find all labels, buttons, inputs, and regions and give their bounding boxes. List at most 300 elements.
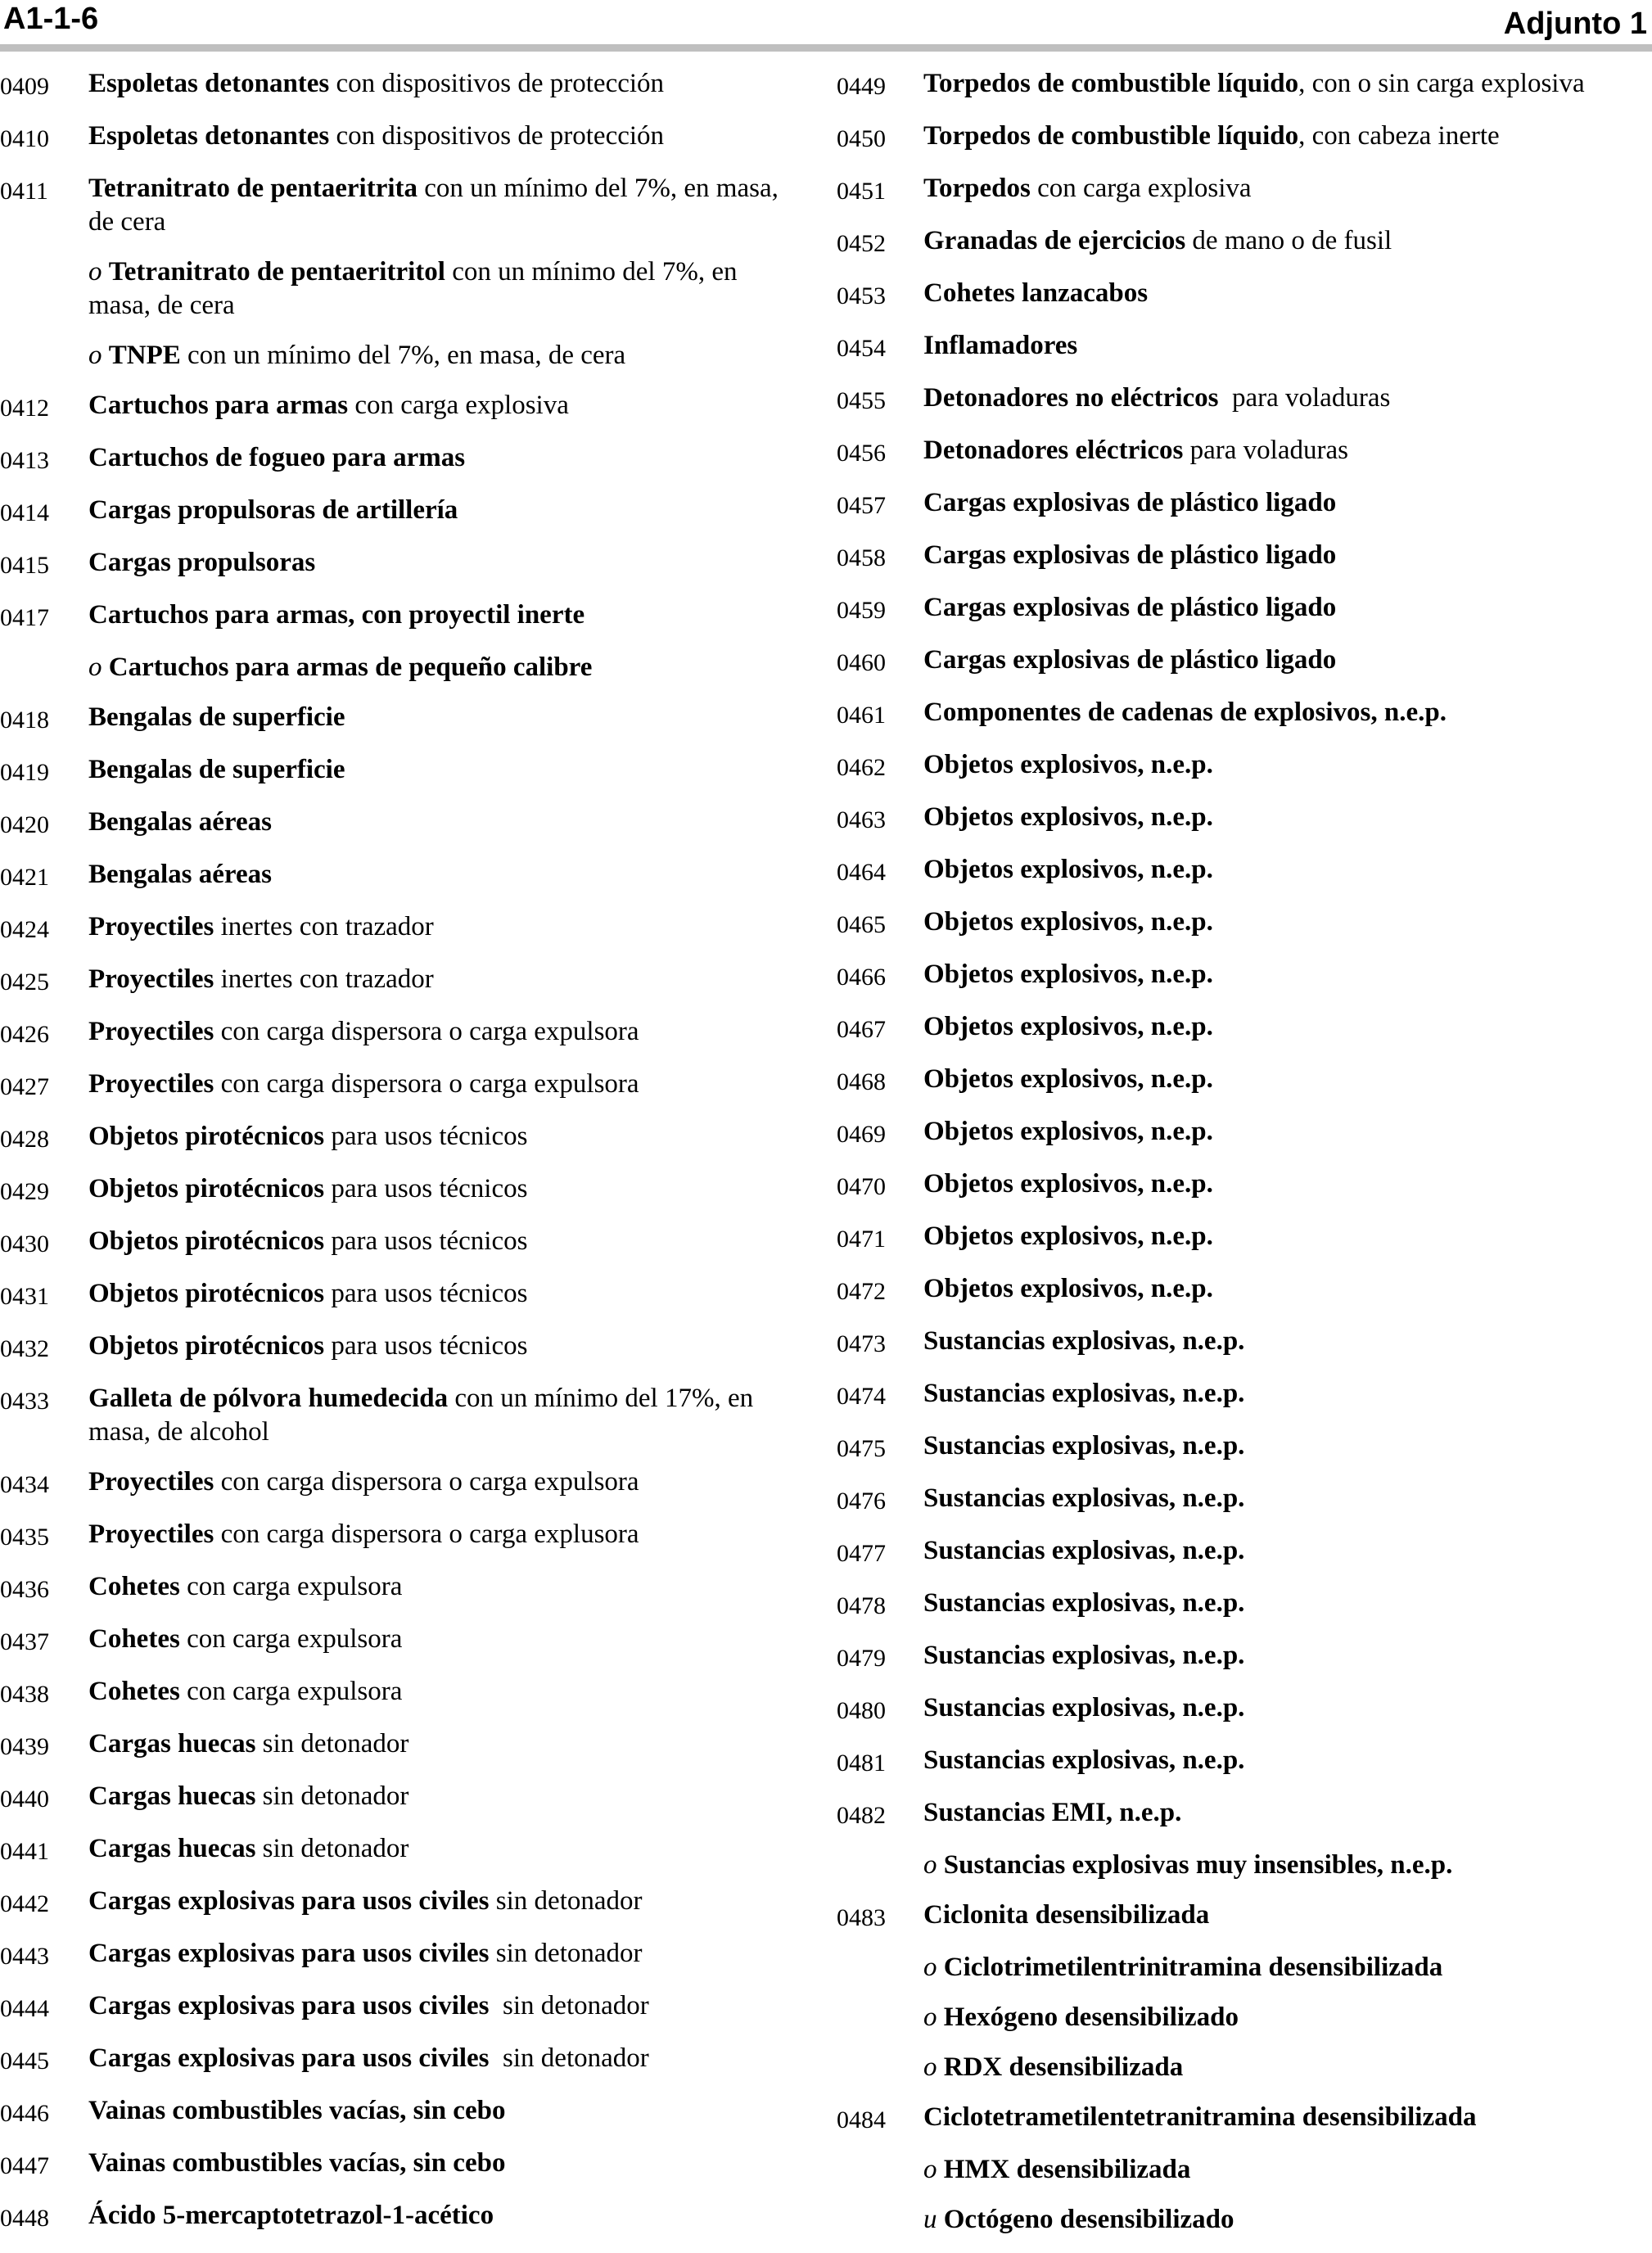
substance-name: Cartuchos para armas bbox=[88, 391, 349, 420]
entry-description bbox=[923, 591, 1647, 625]
un-entry-synonym bbox=[837, 1849, 1647, 1882]
entry-description bbox=[88, 1937, 786, 1971]
un-number: 0443 bbox=[0, 1943, 49, 1970]
un-number: 0432 bbox=[0, 1335, 49, 1362]
substance-name: Objetos explosivos, n.e.p. bbox=[923, 959, 1213, 989]
un-entry bbox=[0, 1172, 786, 1208]
substance-name: Hexógeno desensibilizado bbox=[943, 2002, 1239, 2032]
left-column bbox=[0, 67, 786, 2251]
entry-description bbox=[923, 1744, 1647, 1777]
substance-name: Sustancias explosivas, n.e.p. bbox=[923, 1588, 1245, 1618]
substance-qualifier: para usos técnicos bbox=[324, 1331, 528, 1361]
substance-name: Cargas huecas bbox=[88, 1729, 256, 1759]
entry-description bbox=[88, 1780, 786, 1813]
un-entry bbox=[0, 1015, 786, 1051]
un-entry bbox=[837, 120, 1647, 156]
un-entry bbox=[0, 701, 786, 737]
substance-qualifier: inertes con trazador bbox=[214, 964, 434, 994]
un-number: 0435 bbox=[0, 1524, 49, 1551]
entry-description bbox=[923, 801, 1647, 834]
substance-name: Sustancias explosivas, n.e.p. bbox=[923, 1379, 1245, 1408]
entry-description bbox=[923, 643, 1647, 677]
substance-qualifier: para usos técnicos bbox=[324, 1174, 528, 1203]
substance-qualifier: , con cabeza inerte bbox=[1298, 121, 1500, 151]
un-number: 0481 bbox=[837, 1750, 886, 1777]
un-entry bbox=[837, 486, 1647, 522]
entry-description bbox=[88, 67, 786, 101]
un-number: 0433 bbox=[0, 1388, 49, 1415]
substance-name: Proyectiles bbox=[88, 1069, 214, 1099]
un-number bbox=[0, 651, 88, 653]
header-rule bbox=[0, 44, 1652, 52]
un-number: 0420 bbox=[0, 811, 49, 838]
un-number: 0445 bbox=[0, 2048, 49, 2075]
entry-description bbox=[923, 277, 1647, 310]
un-entry bbox=[837, 643, 1647, 680]
un-entry bbox=[837, 1010, 1647, 1046]
un-entry bbox=[837, 1167, 1647, 1203]
substance-name: Cartuchos de fogueo para armas bbox=[88, 443, 466, 472]
substance-name: Ciclotetrametilentetranitramina desensibilizada bbox=[923, 2102, 1477, 2132]
entry-description bbox=[88, 1885, 786, 1918]
un-entry-synonym bbox=[837, 2051, 1647, 2084]
synonym-prefix: o bbox=[923, 1953, 944, 1982]
synonym-prefix: u bbox=[923, 2205, 944, 2234]
un-number: 0479 bbox=[837, 1645, 886, 1672]
substance-qualifier: con carga explosiva bbox=[1030, 174, 1252, 203]
un-number: 0459 bbox=[837, 597, 886, 624]
un-entry bbox=[837, 905, 1647, 941]
un-number: 0436 bbox=[0, 1576, 49, 1603]
substance-name: Cargas propulsoras bbox=[88, 548, 316, 577]
substance-name: Sustancias explosivas, n.e.p. bbox=[923, 1693, 1245, 1722]
un-entry bbox=[837, 539, 1647, 575]
un-number: 0418 bbox=[0, 707, 49, 734]
un-entry bbox=[837, 1639, 1647, 1675]
un-entry bbox=[0, 389, 786, 425]
entry-description bbox=[88, 1623, 786, 1656]
entry-description bbox=[923, 1899, 1647, 1932]
substance-qualifier: con carga dispersora o carga expulsora bbox=[214, 1069, 639, 1099]
entry-description bbox=[923, 120, 1647, 153]
un-number: 0469 bbox=[837, 1121, 886, 1148]
substance-qualifier: inertes con trazador bbox=[214, 912, 434, 941]
substance-qualifier: sin detonador bbox=[255, 1781, 409, 1811]
substance-name: Espoletas detonantes bbox=[88, 121, 330, 151]
un-entry bbox=[837, 329, 1647, 365]
un-number: 0466 bbox=[837, 964, 886, 991]
entry-description bbox=[923, 1587, 1647, 1620]
entry-description bbox=[923, 958, 1647, 991]
un-number: 0425 bbox=[0, 968, 49, 996]
un-number: 0446 bbox=[0, 2100, 49, 2127]
un-entry bbox=[837, 1063, 1647, 1099]
un-number: 0461 bbox=[837, 702, 886, 729]
synonym-prefix: o bbox=[923, 2155, 944, 2184]
substance-name: Proyectiles bbox=[88, 964, 214, 994]
un-entry bbox=[0, 1277, 786, 1313]
entry-description bbox=[923, 1691, 1647, 1725]
entry-description bbox=[88, 1120, 786, 1154]
un-number: 0465 bbox=[837, 911, 886, 938]
un-entry bbox=[837, 1899, 1647, 1935]
substance-name: Componentes de cadenas de explosivos, n.e.p. bbox=[923, 698, 1447, 727]
substance-qualifier: sin detonador bbox=[255, 1834, 409, 1863]
un-number: 0484 bbox=[837, 2106, 886, 2133]
entry-description bbox=[923, 1951, 1647, 1984]
section-code: A1-1-6 bbox=[3, 2, 99, 36]
un-number: 0444 bbox=[0, 1995, 49, 2022]
un-number: 0421 bbox=[0, 864, 49, 891]
entry-description bbox=[88, 910, 786, 944]
substance-name: Sustancias EMI, n.e.p. bbox=[923, 1798, 1182, 1827]
entry-description bbox=[923, 1796, 1647, 1830]
substance-name: Detonadores eléctricos bbox=[923, 436, 1184, 465]
un-entry bbox=[837, 67, 1647, 103]
un-number: 0467 bbox=[837, 1016, 886, 1043]
substance-name: Sustancias explosivas muy insensibles, n.e.p. bbox=[943, 1850, 1453, 1880]
un-number bbox=[837, 2153, 923, 2156]
substance-qualifier: con carga expulsora bbox=[179, 1572, 403, 1601]
un-entry bbox=[0, 1518, 786, 1554]
substance-name: Cargas propulsoras de artillería bbox=[88, 495, 458, 525]
un-entry bbox=[837, 1115, 1647, 1151]
un-number: 0429 bbox=[0, 1178, 49, 1205]
substance-qualifier: para usos técnicos bbox=[324, 1279, 528, 1308]
substance-name: Sustancias explosivas, n.e.p. bbox=[923, 1745, 1245, 1775]
substance-name: Proyectiles bbox=[88, 1017, 214, 1046]
synonym-prefix: o bbox=[923, 2052, 944, 2082]
entry-description bbox=[88, 651, 786, 684]
un-entry bbox=[0, 2147, 786, 2183]
entry-description bbox=[88, 701, 786, 734]
un-entry bbox=[0, 1727, 786, 1763]
entry-description bbox=[923, 1010, 1647, 1044]
substance-name: Cohetes bbox=[88, 1677, 180, 1706]
entry-description bbox=[923, 224, 1647, 258]
substance-qualifier: con carga dispersora o carga explusora bbox=[214, 1519, 639, 1549]
un-entry-synonym bbox=[0, 339, 786, 372]
un-number bbox=[0, 339, 88, 341]
un-entry bbox=[0, 910, 786, 946]
entry-description bbox=[88, 1225, 786, 1258]
un-entry bbox=[0, 1330, 786, 1366]
entry-description bbox=[923, 2203, 1647, 2237]
un-number: 0480 bbox=[837, 1697, 886, 1724]
substance-name: Cargas huecas bbox=[88, 1834, 256, 1863]
entry-description bbox=[923, 172, 1647, 205]
substance-name: Torpedos de combustible líquido bbox=[923, 121, 1299, 151]
un-entry bbox=[837, 224, 1647, 260]
un-number: 0448 bbox=[0, 2205, 49, 2232]
substance-name: Cohetes bbox=[88, 1572, 180, 1601]
substance-name: Ciclonita desensibilizada bbox=[923, 1900, 1210, 1930]
un-entry bbox=[837, 853, 1647, 889]
un-number: 0468 bbox=[837, 1068, 886, 1095]
substance-name: TNPE bbox=[108, 341, 181, 370]
un-entry bbox=[0, 2199, 786, 2235]
entry-description bbox=[923, 67, 1647, 101]
entry-description bbox=[88, 2199, 786, 2233]
substance-name: Cartuchos para armas, con proyectil inerte bbox=[88, 600, 585, 630]
un-entry bbox=[0, 120, 786, 156]
substance-qualifier: sin detonador bbox=[489, 1939, 643, 1968]
substance-qualifier: sin detonador bbox=[489, 1991, 649, 2020]
substance-qualifier: sin detonador bbox=[255, 1729, 409, 1759]
substance-name: Cartuchos para armas de pequeño calibre bbox=[108, 652, 593, 682]
un-number: 0474 bbox=[837, 1383, 886, 1410]
entry-description bbox=[923, 2001, 1647, 2034]
un-number bbox=[0, 255, 88, 258]
substance-name: Inflamadores bbox=[923, 331, 1078, 360]
entry-description bbox=[88, 1518, 786, 1551]
entry-description bbox=[88, 1570, 786, 1604]
un-number: 0450 bbox=[837, 125, 886, 152]
substance-qualifier: con carga expulsora bbox=[179, 1677, 403, 1706]
entry-description bbox=[923, 1115, 1647, 1149]
substance-name: Sustancias explosivas, n.e.p. bbox=[923, 1326, 1245, 1356]
un-number: 0427 bbox=[0, 1073, 49, 1100]
un-entry bbox=[0, 1780, 786, 1816]
un-number: 0426 bbox=[0, 1021, 49, 1048]
un-entry bbox=[0, 1623, 786, 1659]
entry-description bbox=[923, 1063, 1647, 1096]
entry-description bbox=[88, 1675, 786, 1709]
entry-description bbox=[923, 2051, 1647, 2084]
un-number: 0449 bbox=[837, 73, 886, 100]
un-number: 0460 bbox=[837, 649, 886, 676]
un-entry bbox=[0, 1832, 786, 1868]
un-number: 0412 bbox=[0, 395, 49, 422]
un-number: 0439 bbox=[0, 1733, 49, 1760]
un-entry bbox=[0, 546, 786, 582]
substance-name: Objetos pirotécnicos bbox=[88, 1279, 325, 1308]
un-number: 0417 bbox=[0, 604, 49, 631]
substance-name: Bengalas aéreas bbox=[88, 807, 272, 837]
substance-name: RDX desensibilizada bbox=[943, 2052, 1184, 2082]
substance-name: Torpedos bbox=[923, 174, 1031, 203]
substance-qualifier: con dispositivos de protección bbox=[329, 69, 665, 98]
un-number: 0478 bbox=[837, 1592, 886, 1619]
un-number: 0464 bbox=[837, 859, 886, 886]
substance-name: Espoletas detonantes bbox=[88, 69, 330, 98]
un-number: 0410 bbox=[0, 125, 49, 152]
substance-name: Cargas explosivas para usos civiles bbox=[88, 1939, 490, 1968]
entry-description bbox=[923, 2101, 1647, 2134]
substance-name: Galleta de pólvora humedecida bbox=[88, 1384, 449, 1413]
substance-name: Bengalas de superficie bbox=[88, 702, 345, 732]
entry-description bbox=[88, 1989, 786, 2023]
substance-name: Granadas de ejercicios bbox=[923, 226, 1186, 255]
un-number: 0457 bbox=[837, 492, 886, 519]
un-number: 0430 bbox=[0, 1230, 49, 1257]
synonym-prefix: o bbox=[88, 341, 109, 370]
substance-name: Cargas huecas bbox=[88, 1781, 256, 1811]
right-column bbox=[837, 67, 1647, 2253]
entry-description bbox=[88, 172, 786, 239]
entry-description bbox=[923, 382, 1647, 415]
substance-name: Vainas combustibles vacías, sin cebo bbox=[88, 2148, 506, 2178]
entry-description bbox=[88, 1727, 786, 1761]
un-number: 0442 bbox=[0, 1890, 49, 1917]
entry-description bbox=[923, 1220, 1647, 1253]
substance-name: Detonadores no eléctricos bbox=[923, 383, 1219, 413]
substance-name: Objetos explosivos, n.e.p. bbox=[923, 1169, 1213, 1199]
substance-qualifier: para usos técnicos bbox=[324, 1122, 528, 1151]
entry-description bbox=[88, 1382, 786, 1449]
substance-name: Cargas explosivas para usos civiles bbox=[88, 2043, 490, 2073]
substance-qualifier: con carga dispersora o carga expulsora bbox=[214, 1017, 639, 1046]
un-entry bbox=[0, 1937, 786, 1973]
synonym-prefix: o bbox=[88, 257, 109, 287]
un-entry bbox=[837, 277, 1647, 313]
un-number: 0473 bbox=[837, 1330, 886, 1357]
un-number: 0431 bbox=[0, 1283, 49, 1310]
un-number: 0441 bbox=[0, 1838, 49, 1865]
substance-name: Octógeno desensibilizado bbox=[943, 2205, 1234, 2234]
un-entry bbox=[837, 1272, 1647, 1308]
un-number: 0411 bbox=[0, 178, 48, 205]
un-number bbox=[837, 1951, 923, 1953]
un-entry bbox=[837, 591, 1647, 627]
un-number bbox=[837, 2203, 923, 2206]
un-entry bbox=[0, 858, 786, 894]
substance-qualifier: sin detonador bbox=[489, 2043, 649, 2073]
un-entry bbox=[837, 801, 1647, 837]
un-number: 0414 bbox=[0, 499, 49, 526]
un-number: 0462 bbox=[837, 754, 886, 781]
un-number: 0409 bbox=[0, 73, 49, 100]
un-entry bbox=[0, 494, 786, 530]
substance-name: Bengalas aéreas bbox=[88, 860, 272, 889]
un-number: 0438 bbox=[0, 1681, 49, 1708]
un-number: 0447 bbox=[0, 2152, 49, 2179]
substance-name: Tetranitrato de pentaeritritol bbox=[108, 257, 445, 287]
un-entry bbox=[837, 1377, 1647, 1413]
entry-description bbox=[88, 1015, 786, 1049]
entry-description bbox=[923, 1377, 1647, 1411]
synonym-prefix: o bbox=[923, 2002, 944, 2032]
substance-name: HMX desensibilizada bbox=[943, 2155, 1191, 2184]
substance-qualifier: con carga explosiva bbox=[348, 391, 569, 420]
un-entry bbox=[837, 172, 1647, 208]
entry-description bbox=[88, 120, 786, 153]
substance-name: Proyectiles bbox=[88, 1467, 214, 1497]
entry-description bbox=[88, 1465, 786, 1499]
un-entry bbox=[0, 1225, 786, 1261]
substance-qualifier: para voladuras bbox=[1218, 383, 1391, 413]
un-entry bbox=[0, 753, 786, 789]
un-number: 0463 bbox=[837, 806, 886, 833]
un-number: 0437 bbox=[0, 1628, 49, 1655]
un-number: 0434 bbox=[0, 1471, 49, 1498]
entry-description bbox=[88, 2147, 786, 2180]
substance-name: Cargas explosivas de plástico ligado bbox=[923, 488, 1337, 517]
substance-qualifier: de mano o de fusil bbox=[1185, 226, 1392, 255]
substance-qualifier: con un mínimo del 7%, en masa, de cera bbox=[180, 341, 626, 370]
un-number: 0440 bbox=[0, 1786, 49, 1813]
substance-qualifier: , con o sin carga explosiva bbox=[1298, 69, 1585, 98]
un-entry bbox=[837, 1325, 1647, 1361]
un-entry bbox=[0, 67, 786, 103]
substance-qualifier: sin detonador bbox=[489, 1886, 643, 1916]
entry-description bbox=[923, 486, 1647, 520]
entry-description bbox=[923, 696, 1647, 729]
un-number: 0483 bbox=[837, 1904, 886, 1931]
entry-description bbox=[88, 546, 786, 580]
un-entry bbox=[0, 1382, 786, 1449]
un-entry bbox=[837, 382, 1647, 418]
un-number: 0452 bbox=[837, 230, 886, 257]
substance-name: Sustancias explosivas, n.e.p. bbox=[923, 1483, 1245, 1513]
entry-description bbox=[88, 1330, 786, 1363]
entry-description bbox=[88, 389, 786, 422]
entry-description bbox=[88, 598, 786, 632]
un-number bbox=[837, 1849, 923, 1851]
entry-description bbox=[88, 1277, 786, 1311]
un-number: 0419 bbox=[0, 759, 49, 786]
substance-name: Objetos explosivos, n.e.p. bbox=[923, 1064, 1213, 1094]
un-entry-synonym bbox=[0, 255, 786, 323]
entry-description bbox=[88, 2042, 786, 2075]
entry-description bbox=[923, 748, 1647, 782]
entry-description bbox=[923, 2153, 1647, 2187]
un-entry bbox=[0, 1675, 786, 1711]
un-entry bbox=[837, 1691, 1647, 1727]
un-entry bbox=[837, 1482, 1647, 1518]
un-number: 0415 bbox=[0, 552, 49, 579]
entry-description bbox=[923, 1534, 1647, 1568]
entry-description bbox=[88, 339, 786, 372]
substance-name: Objetos pirotécnicos bbox=[88, 1174, 325, 1203]
annex-label: Adjunto 1 bbox=[1503, 7, 1647, 41]
substance-name: Proyectiles bbox=[88, 912, 214, 941]
substance-qualifier: con un mínimo del 17%, en masa, de alcohol bbox=[88, 1384, 761, 1447]
un-entry bbox=[0, 1120, 786, 1156]
entry-description bbox=[923, 1482, 1647, 1515]
entry-description bbox=[88, 753, 786, 787]
un-entry bbox=[837, 748, 1647, 784]
substance-qualifier: para usos técnicos bbox=[324, 1226, 528, 1256]
substance-qualifier: con un mínimo del 7%, en masa, de cera bbox=[88, 174, 786, 237]
entry-description bbox=[923, 1849, 1647, 1882]
un-entry bbox=[0, 1465, 786, 1501]
un-number: 0477 bbox=[837, 1540, 886, 1567]
un-entry bbox=[837, 2101, 1647, 2137]
un-entry bbox=[837, 1220, 1647, 1256]
un-number bbox=[837, 2051, 923, 2053]
un-entry-synonym bbox=[837, 2153, 1647, 2187]
substance-name: Objetos explosivos, n.e.p. bbox=[923, 1221, 1213, 1251]
substance-qualifier: con carga dispersora o carga expulsora bbox=[214, 1467, 639, 1497]
un-entry bbox=[0, 441, 786, 477]
un-number: 0476 bbox=[837, 1488, 886, 1515]
substance-name: Cargas explosivas de plástico ligado bbox=[923, 593, 1337, 622]
un-entry-synonym bbox=[837, 1951, 1647, 1984]
un-number bbox=[837, 2001, 923, 2003]
substance-name: Objetos explosivos, n.e.p. bbox=[923, 1274, 1213, 1303]
substance-name: Torpedos de combustible líquido bbox=[923, 69, 1299, 98]
un-number: 0451 bbox=[837, 178, 886, 205]
un-number: 0458 bbox=[837, 544, 886, 571]
synonym-prefix: o bbox=[923, 1850, 944, 1880]
substance-qualifier: con un mínimo del 7%, en masa, de cera bbox=[88, 257, 744, 320]
substance-name: Objetos explosivos, n.e.p. bbox=[923, 855, 1213, 884]
un-entry bbox=[0, 1570, 786, 1606]
un-number: 0456 bbox=[837, 440, 886, 467]
entry-description bbox=[88, 858, 786, 892]
un-number: 0470 bbox=[837, 1173, 886, 1200]
